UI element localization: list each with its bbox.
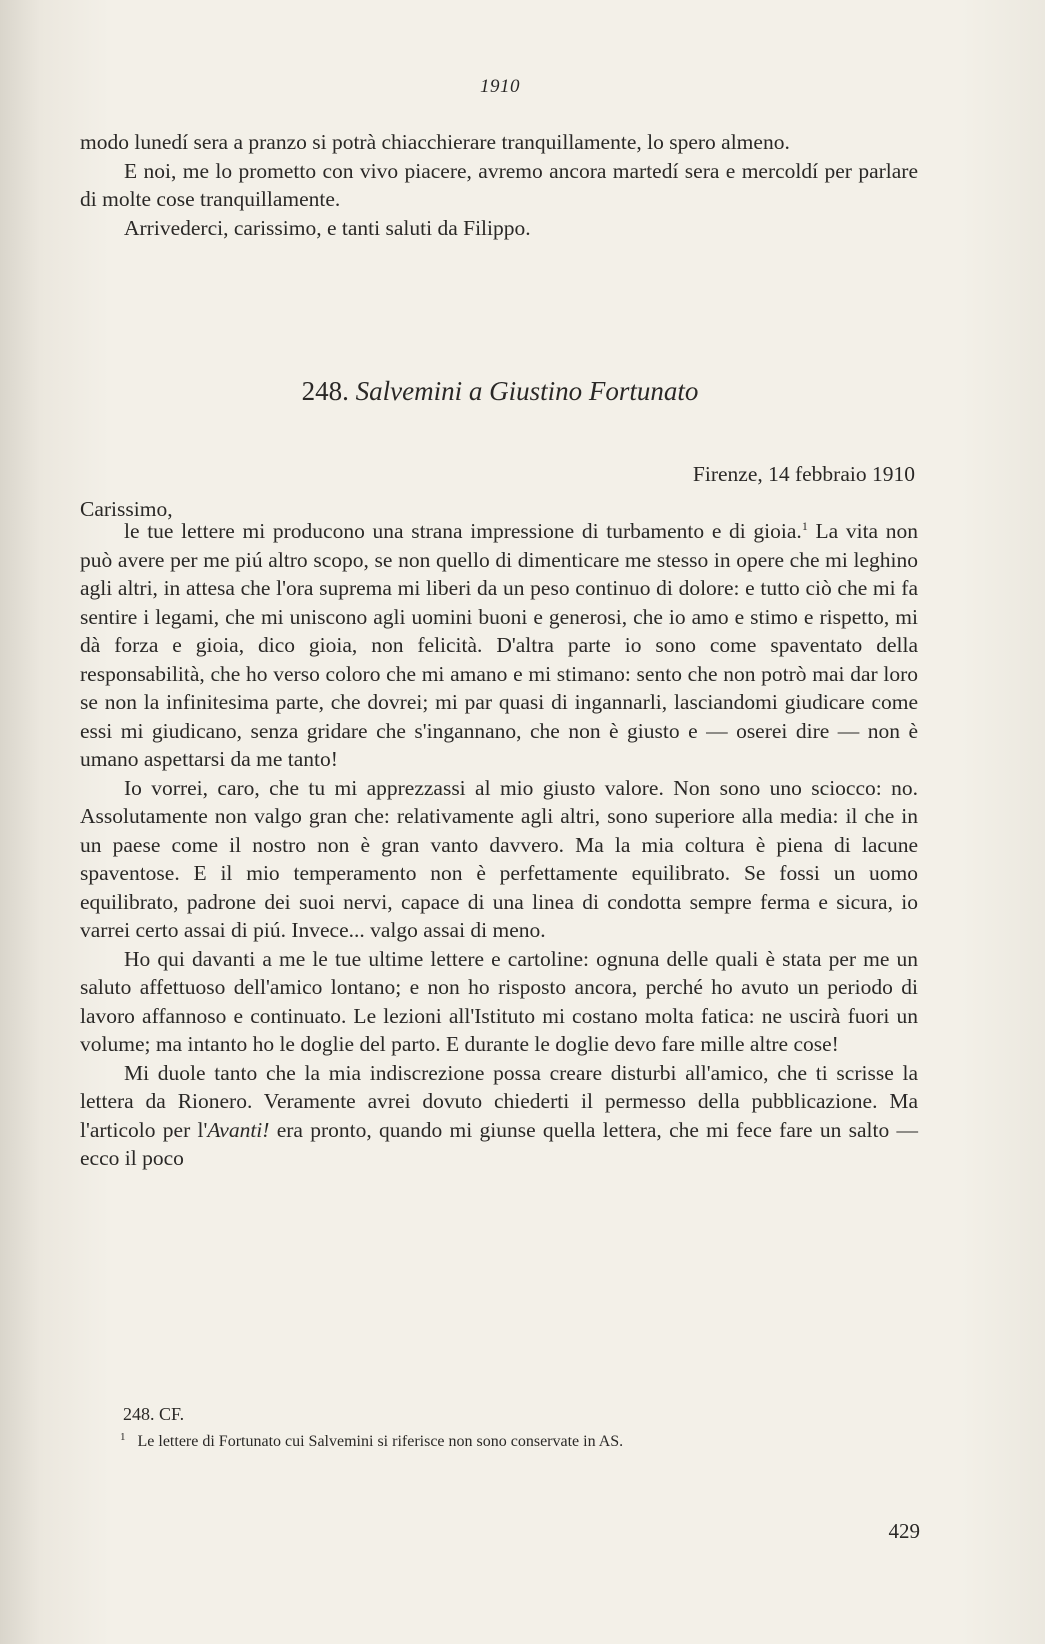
letter-body: [80, 517, 918, 1173]
footnotes: [120, 1400, 624, 1456]
source-note: 248. CF.: [123, 1404, 185, 1424]
footnote-ref[interactable]: 1: [801, 518, 808, 533]
previous-letter-ending: [80, 128, 918, 242]
greeting: Carissimo,: [80, 497, 173, 521]
newspaper-title: Avanti!: [207, 1117, 270, 1142]
footnote-text: Le lettere di Fortunato cui Salvemini si riferisce non sono conservate in AS.: [137, 1433, 624, 1450]
footnote-marker: 1: [120, 1430, 126, 1443]
letter-number: 248.: [301, 376, 349, 406]
page-number: 429: [888, 1519, 920, 1543]
place-date: Firenze, 14 febbraio 1910: [692, 462, 915, 486]
paragraph: [80, 517, 918, 774]
body-text: era pronto, quando mi giunse quella lettera, che mi fece fare un salto — ecco il poco: [80, 1117, 918, 1170]
body-text: le tue lettere mi producono una strana impressione di turbamento e di gioia.: [124, 519, 802, 543]
letter-heading: [0, 376, 1000, 407]
paragraph: Io vorrei, caro, che tu mi apprezzassi al mio giusto valore. Non sono uno sciocco: no. Assolutamente non valgo gran che: relativamente agli altri, sono superiore alla media: il che in un paese come il nostro non è gran vanto davvero. Ma la mia coltura è piena di lacune spaventose. E il mio temperamento non è perfettamente equilibrato. Se fossi un uomo equilibrato, padrone dei suoi nervi, capace di una linea di condotta sempre ferma e sicura, io varrei certo assai di piú. Invece... valgo assai di meno.: [80, 775, 918, 942]
running-header: 1910: [480, 76, 520, 97]
body-text: Mi duole tanto che la mia indiscrezione possa creare disturbi all'amico, che ti scrisse la lettera da Rionero. Veramente avrei dovuto chiederti il permesso della pubblicazione. Ma l'articolo per l': [80, 1060, 918, 1142]
paragraph: modo lunedí sera a pranzo si potrà chiacchierare tranquillamente, lo spero almeno.: [80, 130, 790, 154]
footnote-1: [120, 1428, 623, 1456]
paragraph: E noi, me lo prometto con vivo piacere, avremo ancora martedí sera e mercoldí per parlare di molte cose tranquillamente.: [80, 158, 918, 211]
letter-title: Salvemini a Giustino Fortunato: [355, 376, 699, 406]
paragraph: Ho qui davanti a me le tue ultime lettere e cartoline: ognuna delle quali è stata per me un saluto affettuoso dell'amico lontano; e non ho risposto ancora, perché ho avuto un periodo di lavoro affannoso e continuato. Le lezioni all'Istituto mi costano molta fatica: ne uscirà fuori un volume; ma intanto ho le doglie del parto. E durante le doglie devo fare mille altre cose!: [80, 946, 918, 1056]
paragraph: Arrivederci, carissimo, e tanti saluti da Filippo.: [124, 215, 531, 240]
paragraph: [80, 1059, 918, 1173]
body-text: La vita non può avere per me piú altro scopo, se non quello di dimenticare me stesso in opere che mi leghino agli altri, in attesa che l'ora suprema mi liberi da un peso continuo di dolore: e tutto ciò che mi fa sentire i legami, che mi uniscono agli uomini buoni e generosi, che io amo e stimo e rispetto, mi dà forza e gioia, dico gioia, non felicità. D'altra parte io sono come spaventato della responsabilità, che ho verso coloro che mi amano e mi stimano: sento che non potrò mai dar loro se non la infinitesima parte, che dovrei; mi par quasi di ingannarli, lasciandomi giudicare come essi mi giudicano, senza gridare che s'ingannano, che non è giusto e — oserei dire — non è umano aspettarsi da me tanto!: [80, 519, 919, 771]
